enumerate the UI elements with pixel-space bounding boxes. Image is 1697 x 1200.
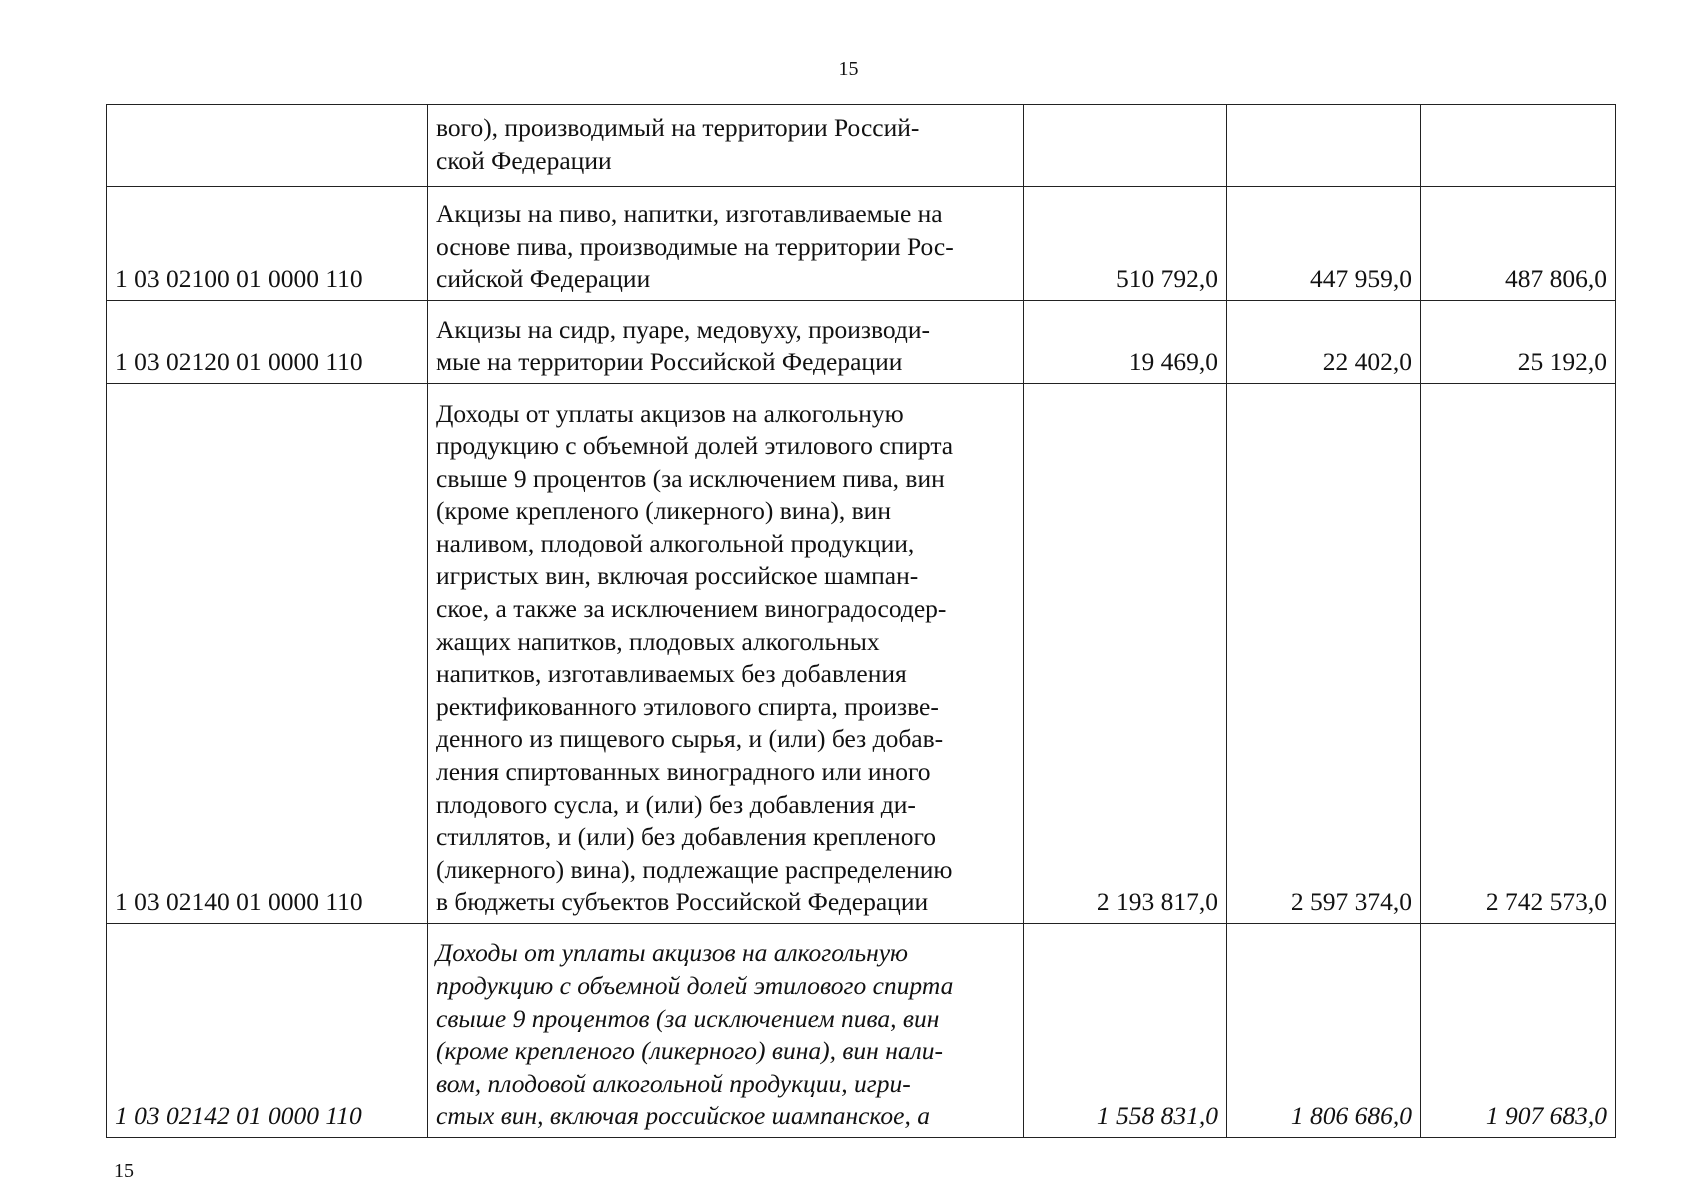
value-cell-year-3: 487 806,0 — [1421, 187, 1616, 301]
description-line: сийской Федерации — [436, 264, 651, 294]
table-row — [107, 187, 1616, 301]
budget-code-cell: 1 03 02100 01 0000 110 — [107, 187, 428, 301]
description-cell — [428, 187, 1024, 301]
description-line: свыше 9 процентов (за исключением пива, вин — [436, 1003, 940, 1033]
value-cell-year-1: 19 469,0 — [1024, 301, 1227, 384]
description-line: (кроме крепленого (ликерного) вина), вин нали- — [436, 1036, 943, 1066]
value-cell-year-1: 2 193 817,0 — [1024, 384, 1227, 924]
description-line: (ликерного) вина), подлежащие распределению — [436, 854, 953, 884]
value-cell-year-2 — [1227, 105, 1421, 187]
budget-code-cell: 1 03 02140 01 0000 110 — [107, 384, 428, 924]
description-line: Акцизы на пиво, напитки, изготавливаемые на — [436, 199, 943, 229]
description-line: (кроме крепленого (ликерного) вина), вин — [436, 496, 891, 526]
description-line: продукцию с объемной долей этилового спирта — [436, 431, 954, 461]
description-line: денного из пищевого сырья, и (или) без добав- — [436, 724, 944, 754]
value-cell-year-2: 1 806 686,0 — [1227, 924, 1421, 1138]
description-line: плодового сусла, и (или) без добавления ди- — [436, 789, 916, 819]
description-line: мые на территории Российской Федерации — [436, 347, 903, 377]
page-number-bottom: 15 — [114, 1160, 134, 1182]
description-line: продукцию с объемной долей этилового спирта — [436, 971, 954, 1001]
table-row — [107, 924, 1616, 1138]
description-line: стиллятов, и (или) без добавления крепленого — [436, 822, 937, 852]
value-cell-year-1 — [1024, 105, 1227, 187]
budget-code-cell: 1 03 02120 01 0000 110 — [107, 301, 428, 384]
description-line: Акцизы на сидр, пуаре, медовуху, производи- — [436, 314, 931, 344]
value-cell-year-1: 1 558 831,0 — [1024, 924, 1227, 1138]
revenue-table — [106, 104, 1616, 1138]
description-line: напитков, изготавливаемых без добавления — [436, 659, 907, 689]
value-cell-year-2: 2 597 374,0 — [1227, 384, 1421, 924]
value-cell-year-2: 447 959,0 — [1227, 187, 1421, 301]
description-cell — [428, 301, 1024, 384]
budget-code-cell: 1 03 02142 01 0000 110 — [107, 924, 428, 1138]
description-cell — [428, 384, 1024, 924]
value-cell-year-3 — [1421, 105, 1616, 187]
description-line: ской Федерации — [436, 145, 612, 175]
description-line: жащих напитков, плодовых алкогольных — [436, 626, 880, 656]
description-cell — [428, 105, 1024, 187]
description-line: стых вин, включая российское шампанское, а — [436, 1101, 930, 1131]
description-line: игристых вин, включая российское шампан- — [436, 561, 919, 591]
value-cell-year-3: 1 907 683,0 — [1421, 924, 1616, 1138]
description-line: основе пива, производимые на территории Рос- — [436, 231, 954, 261]
description-line: вом, плодовой алкогольной продукции, игри- — [436, 1068, 911, 1098]
description-line: ления спиртованных виноградного или иного — [436, 757, 931, 787]
table-row — [107, 384, 1616, 924]
page-number-top: 15 — [838, 58, 859, 80]
description-line: ское, а также за исключением виноградосодер- — [436, 594, 947, 624]
description-line: ректификованного этилового спирта, произве- — [436, 691, 939, 721]
table-row — [107, 105, 1616, 187]
description-line: Доходы от уплаты акцизов на алкогольную — [436, 398, 904, 428]
description-line: вого), производимый на территории Россий- — [436, 113, 920, 142]
value-cell-year-2: 22 402,0 — [1227, 301, 1421, 384]
description-line: в бюджеты субъектов Российской Федерации — [436, 887, 929, 917]
budget-code-cell — [107, 105, 428, 187]
description-line: Доходы от уплаты акцизов на алкогольную — [436, 938, 909, 968]
description-line: наливом, плодовой алкогольной продукции, — [436, 528, 915, 558]
table-row — [107, 301, 1616, 384]
value-cell-year-1: 510 792,0 — [1024, 187, 1227, 301]
value-cell-year-3: 25 192,0 — [1421, 301, 1616, 384]
description-line: свыше 9 процентов (за исключением пива, вин — [436, 463, 945, 493]
value-cell-year-3: 2 742 573,0 — [1421, 384, 1616, 924]
description-cell — [428, 924, 1024, 1138]
revenue-table-body — [107, 105, 1616, 1138]
